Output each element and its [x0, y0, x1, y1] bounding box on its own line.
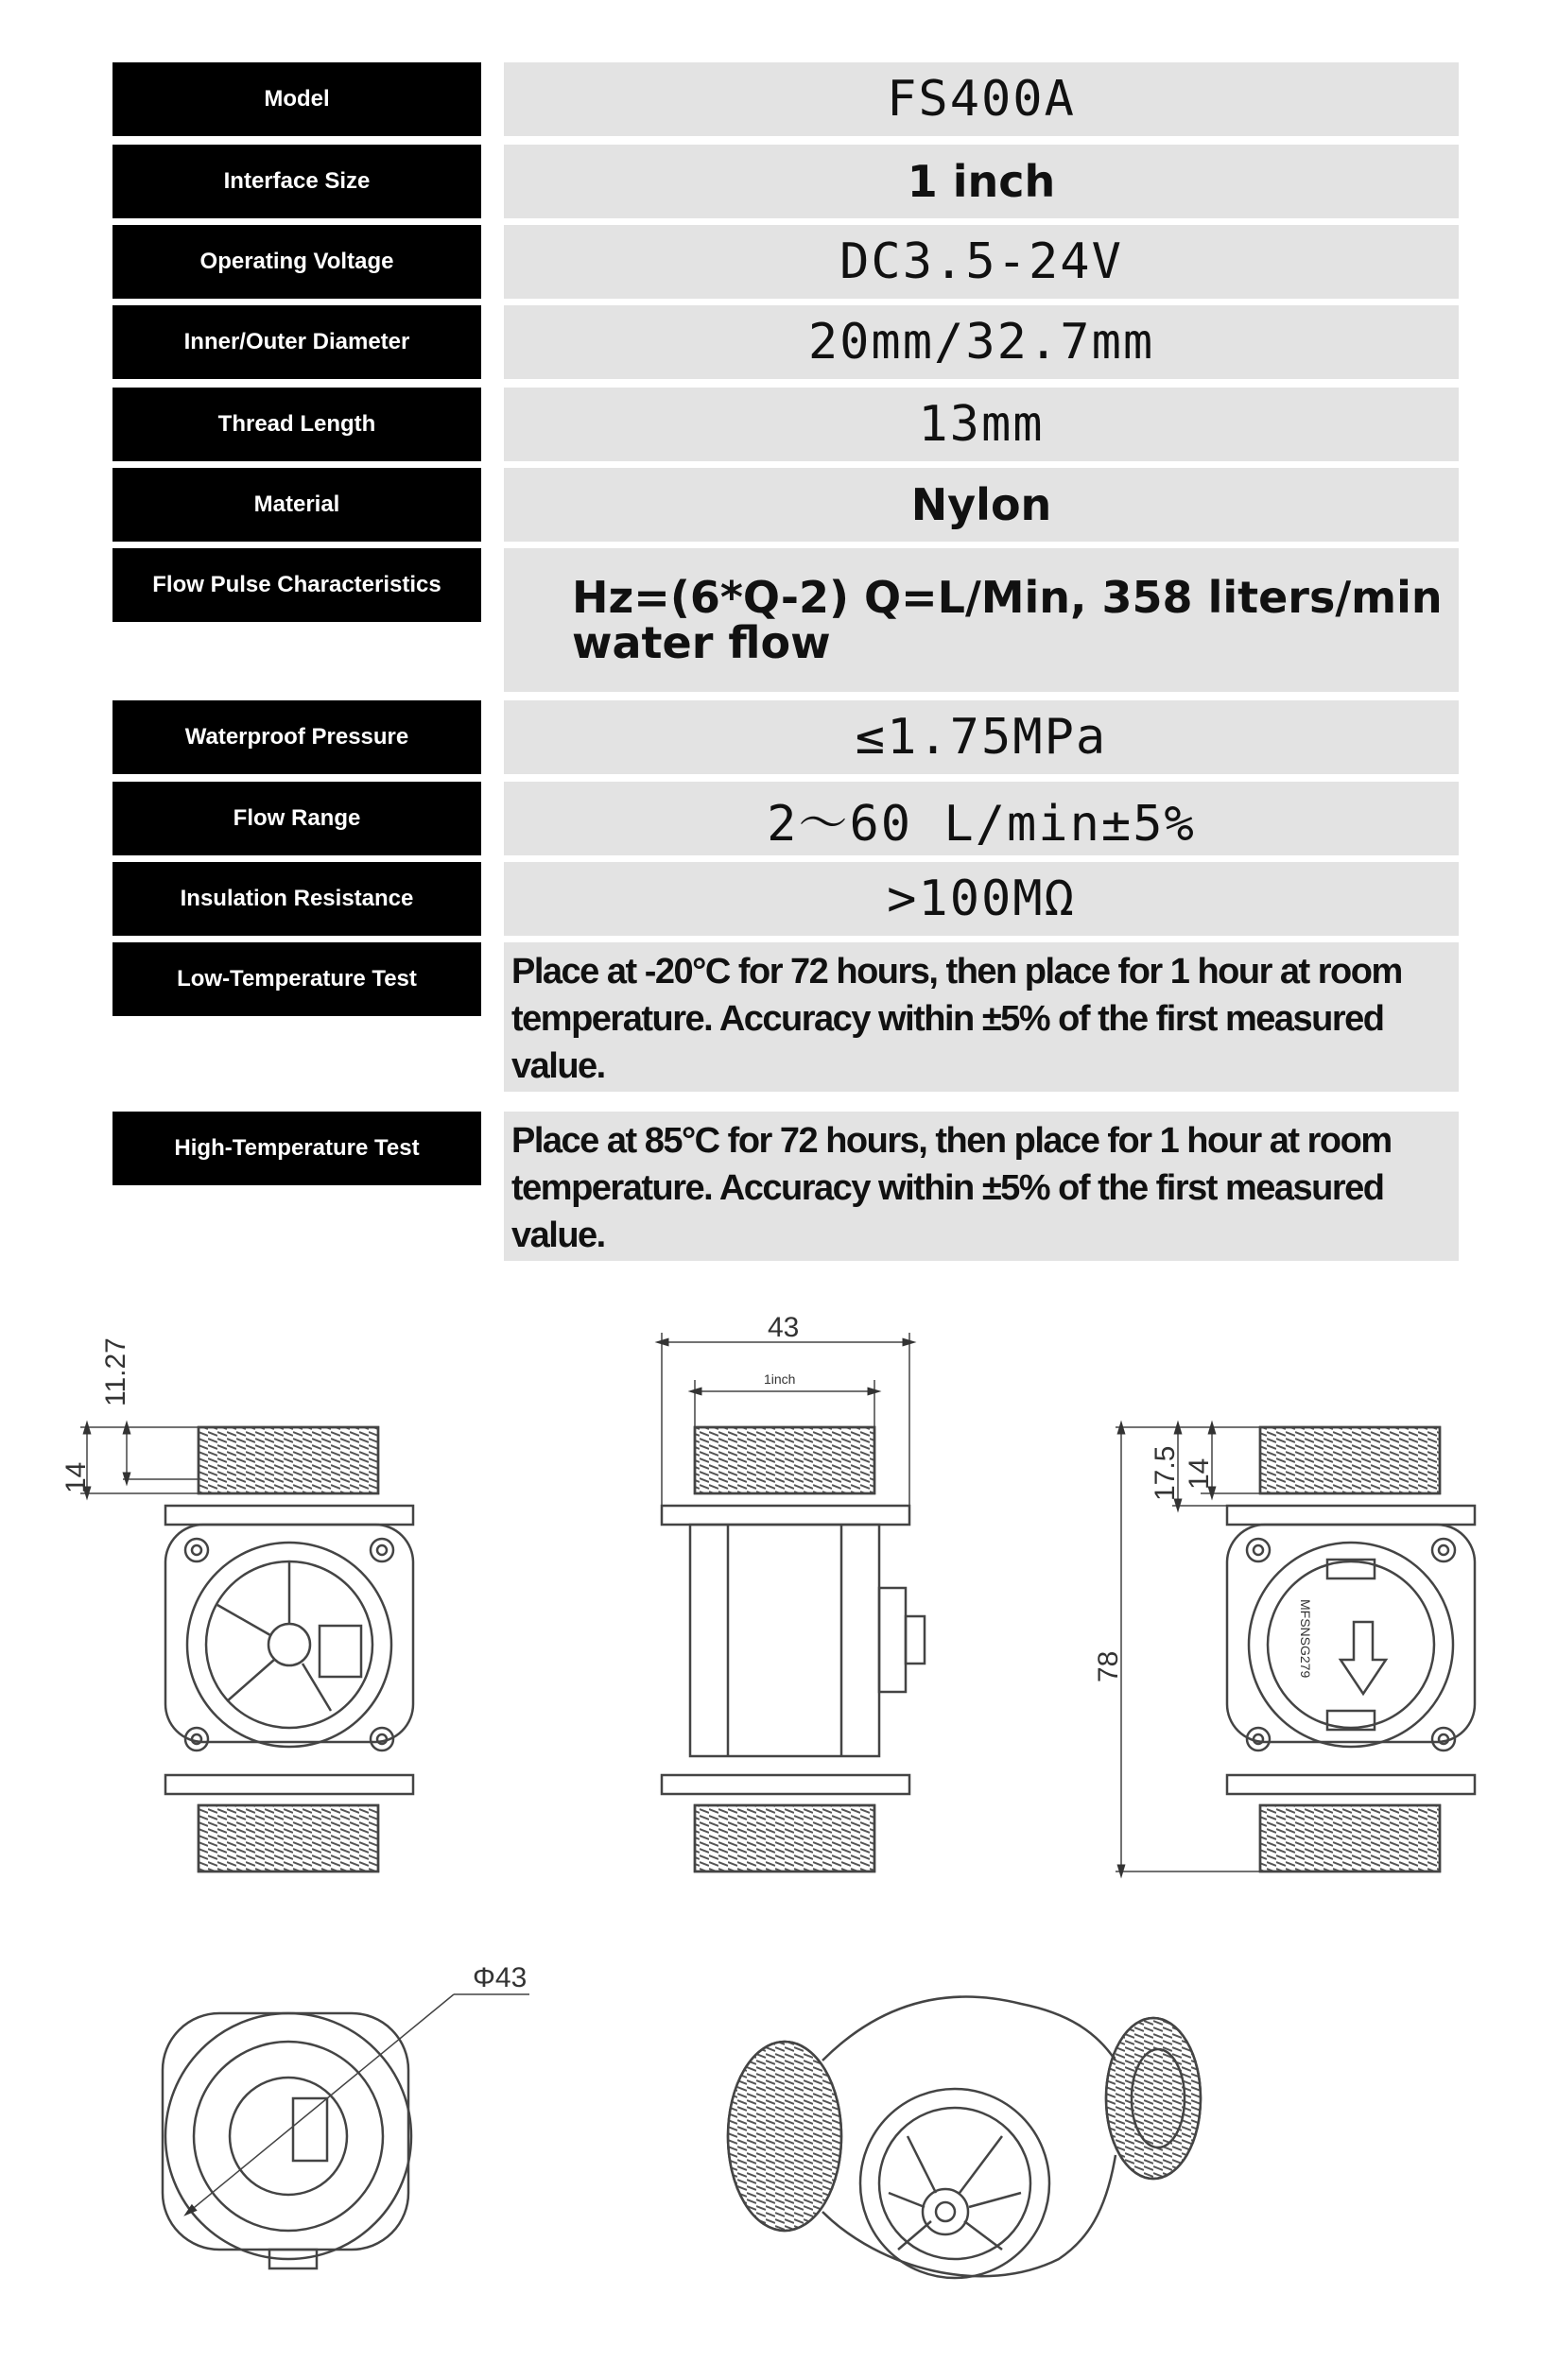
- spec-label: Interface Size: [112, 145, 481, 218]
- spec-value: Hz=(6*Q-2) Q=L/Min, 358 liters/min water flow: [504, 548, 1459, 692]
- spec-value: 13mm: [504, 388, 1459, 461]
- spec-label: Thread Length: [112, 388, 481, 461]
- spec-label: Waterproof Pressure: [112, 700, 481, 774]
- spec-label: High-Temperature Test: [112, 1112, 481, 1185]
- spec-label: Insulation Resistance: [112, 862, 481, 936]
- front-view: [80, 1427, 413, 1871]
- spec-value: DC3.5-24V: [504, 225, 1459, 299]
- end-view: [163, 1994, 529, 2268]
- spec-value: 1 inch: [504, 145, 1459, 218]
- rear-dim-78: 78: [1093, 1650, 1124, 1682]
- side-dim-43: 43: [768, 1312, 800, 1343]
- spec-value: Nylon: [504, 468, 1459, 542]
- rear-dim-14: 14: [1184, 1457, 1215, 1490]
- spec-label: Material: [112, 468, 481, 542]
- rear-dim-17-5: 17.5: [1150, 1445, 1181, 1501]
- end-dim-diameter: Φ43: [473, 1962, 528, 1993]
- front-dim-14: 14: [61, 1461, 92, 1493]
- rear-body-marking: MFSNSG279: [1298, 1599, 1313, 1679]
- spec-label: Flow Range: [112, 782, 481, 855]
- front-dim-11-27: 11.27: [100, 1337, 131, 1406]
- spec-label: Low-Temperature Test: [112, 942, 481, 1016]
- spec-value: FS400A: [504, 62, 1459, 136]
- spec-label: Inner/Outer Diameter: [112, 305, 481, 379]
- side-view: [662, 1333, 925, 1871]
- spec-label: Model: [112, 62, 481, 136]
- spec-value: Place at 85°C for 72 hours, then place for 1 hour at room temperature. Accuracy within ±5% of the first measured value.: [504, 1112, 1459, 1261]
- side-dim-1inch: 1inch: [764, 1371, 796, 1387]
- isometric-view: [728, 1997, 1201, 2279]
- spec-value: Place at -20°C for 72 hours, then place for 1 hour at room temperature. Accuracy within ±5% of the first measured value.: [504, 942, 1459, 1092]
- spec-value: >100MΩ: [504, 862, 1459, 936]
- spec-value: ≤1.75MPa: [504, 700, 1459, 774]
- spec-value: 2～60 L/min±5%: [504, 782, 1459, 855]
- spec-label: Flow Pulse Characteristics: [112, 548, 481, 622]
- spec-label: Operating Voltage: [112, 225, 481, 299]
- technical-drawing: [0, 1304, 1557, 2372]
- spec-value: 20mm/32.7mm: [504, 305, 1459, 379]
